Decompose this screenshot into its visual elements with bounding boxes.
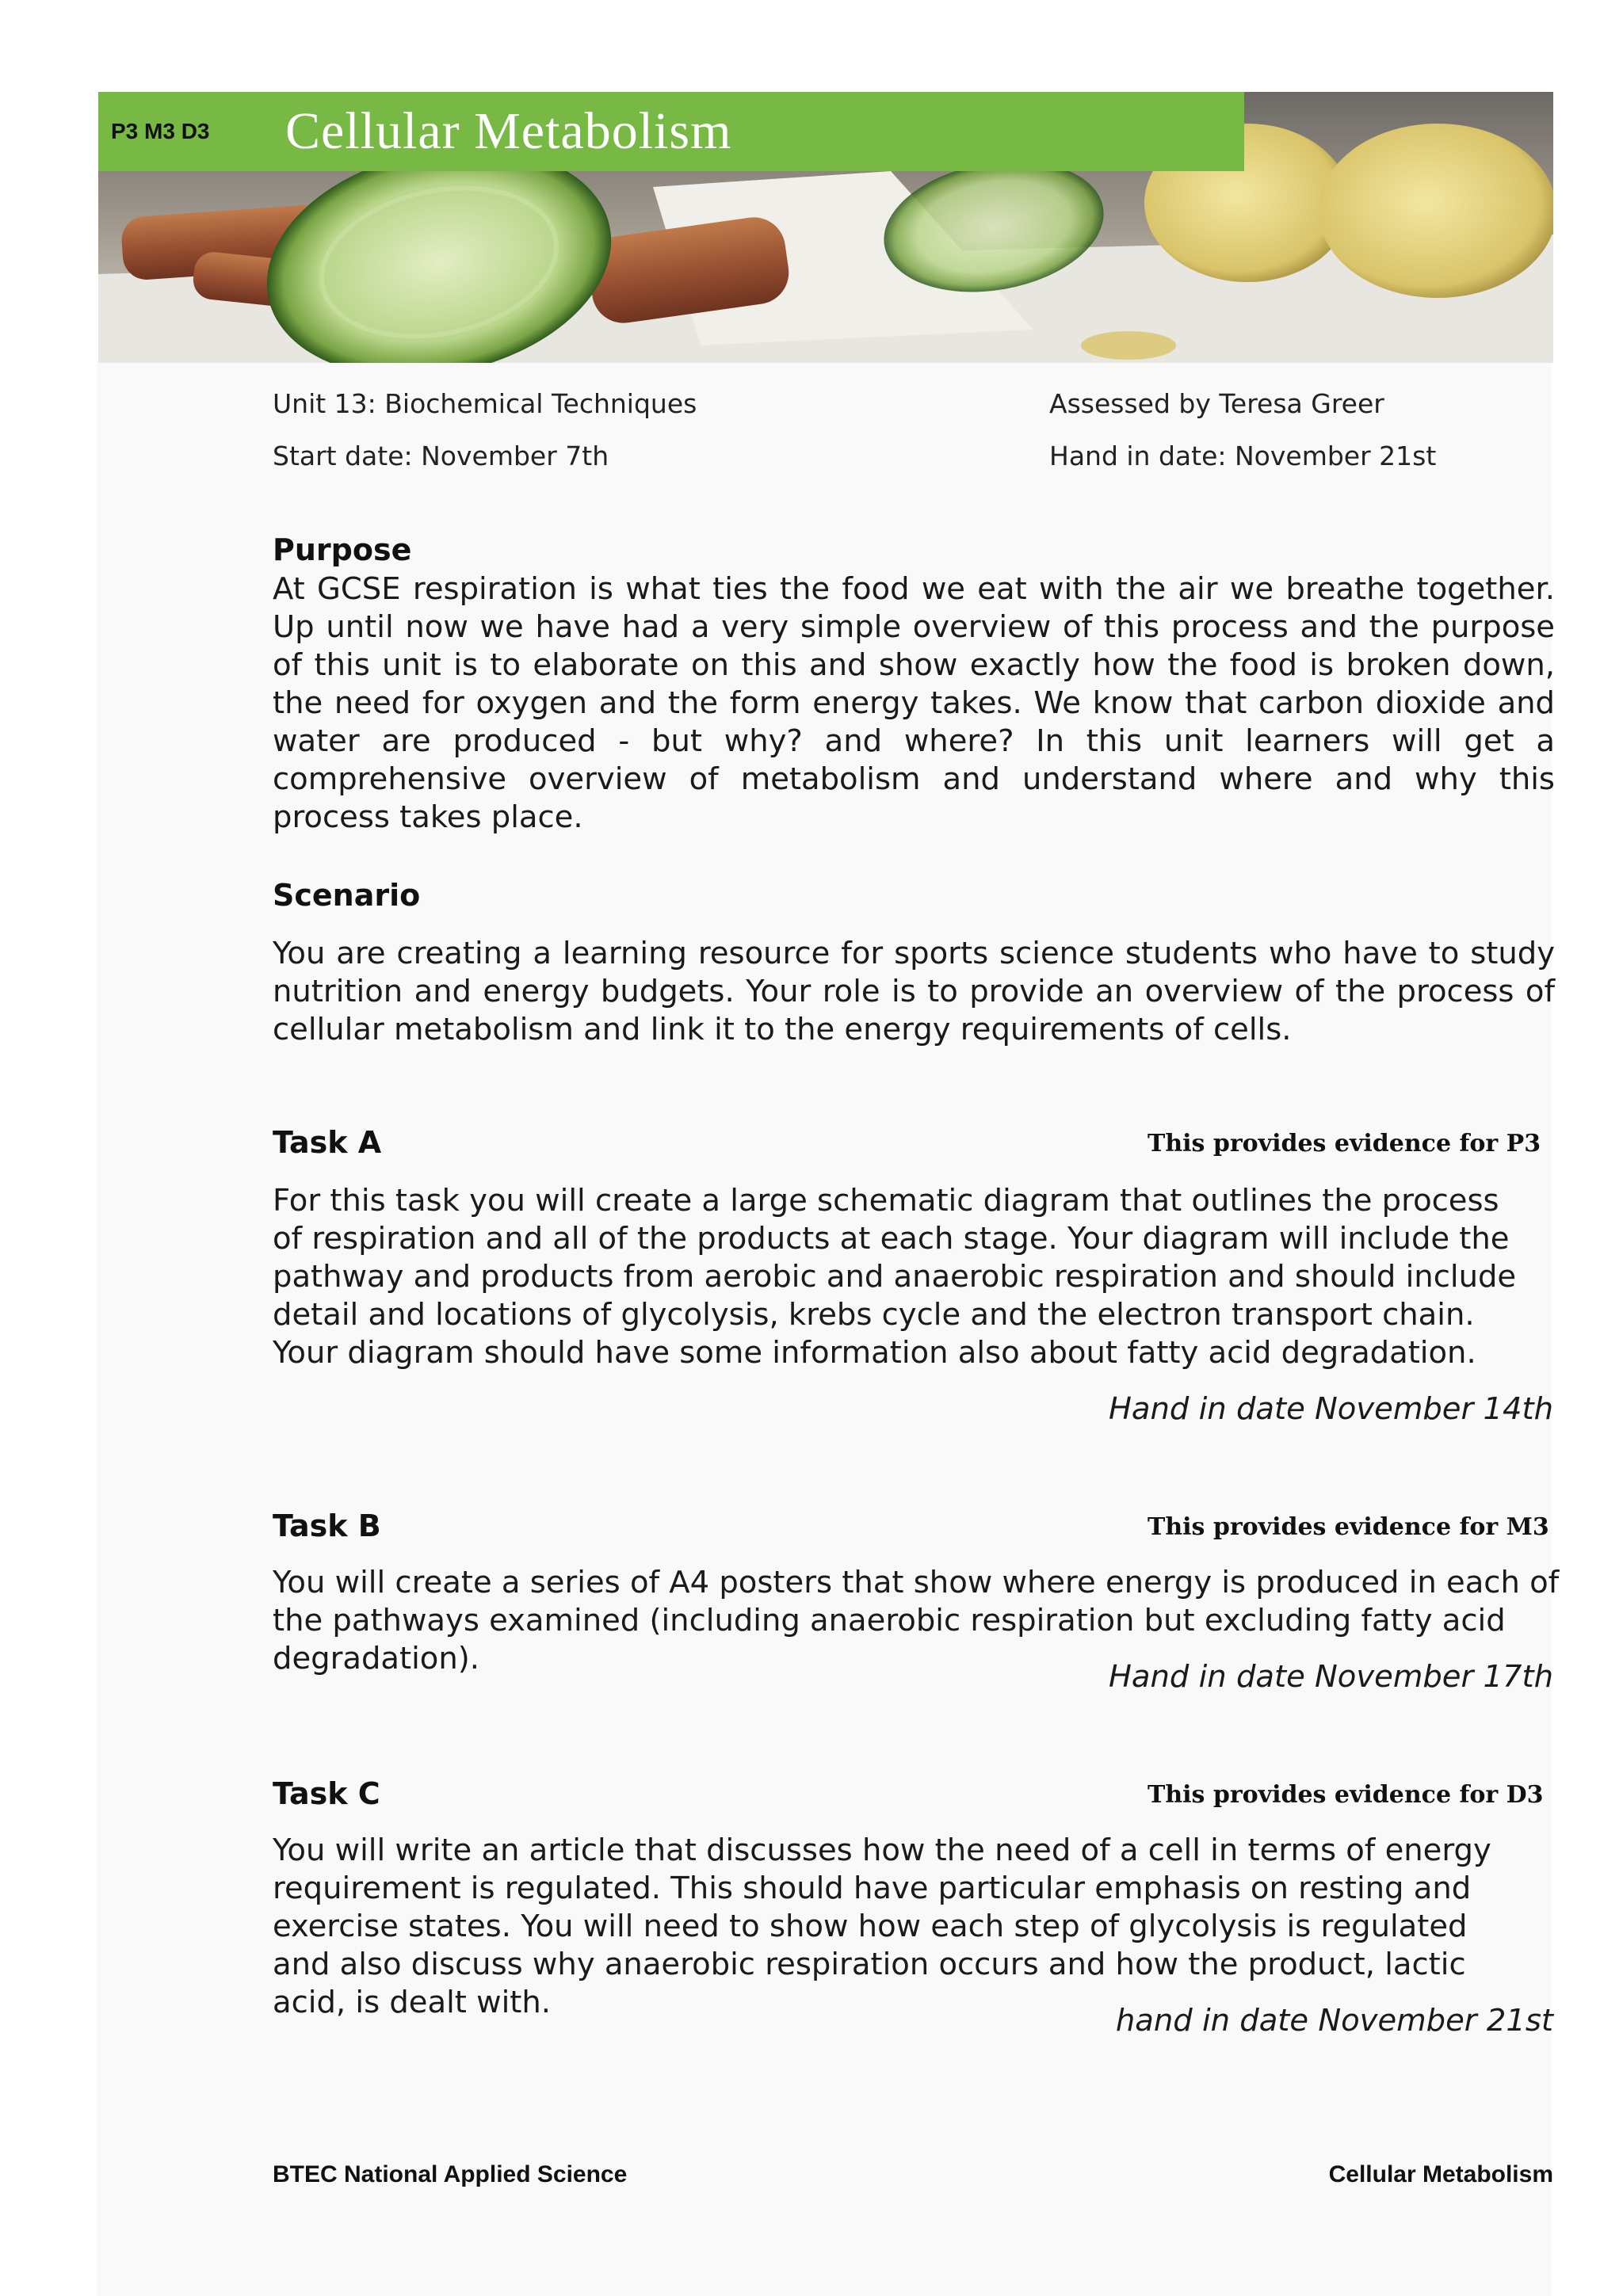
unit-label: Unit 13: Biochemical Techniques bbox=[273, 388, 697, 419]
task-b-evidence: This provides evidence for M3 bbox=[1148, 1513, 1549, 1541]
task-a-text: For this task you will create a large schematic diagram that outlines the process of respiration and all of the products at each stage. Your diagram will include the pathway and products from aerobic and anaerobic respiration and should include detail and locations of glycolysis, krebs cycle and the electron transport chain. Your diagram should have some information also about fatty acid degradation. bbox=[273, 1183, 1517, 1371]
header-banner bbox=[98, 92, 1553, 363]
title-bar bbox=[98, 92, 1244, 171]
criteria-code: P3 M3 D3 bbox=[111, 119, 210, 143]
task-c-text: You will write an article that discusses how the need of a cell in terms of energy requirement is regulated. This should have particular emphasis on resting and exercise states. You will need to show how each step of glycolysis is regulated and also discuss why anaerobic respiration occurs and how the product, lactic acid, is dealt with. bbox=[273, 1833, 1491, 2020]
footer-course: BTEC National Applied Science bbox=[273, 2161, 628, 2187]
purpose-heading: Purpose bbox=[273, 532, 412, 567]
task-a-evidence: This provides evidence for P3 bbox=[1148, 1130, 1541, 1158]
task-a-heading: Task A bbox=[273, 1125, 382, 1160]
task-c-heading: Task C bbox=[273, 1776, 380, 1811]
scenario-text: You are creating a learning resource for sports science students who have to study nutrition and energy budgets. Your role is to provide an overview of the process of cellular metabolism and link it to the energy requirements of cells. bbox=[273, 936, 1555, 1047]
page-title: Cellular Metabolism bbox=[285, 102, 732, 160]
task-c-hand-in: hand in date November 21st bbox=[1115, 2003, 1553, 2039]
start-date: Start date: November 7th bbox=[273, 441, 609, 471]
task-b-heading: Task B bbox=[273, 1508, 381, 1543]
hand-in-date: Hand in date: November 21st bbox=[1049, 441, 1437, 471]
purpose-text: At GCSE respiration is what ties the food we eat with the air we breathe together. Up until now we have had a very simple overview of this process and the purpose of this unit is to elaborate on this and show exactly how the food is broken down, the need for oxygen and the form energy takes. We know that carbon dioxide and water are produced - but why? and where? In this unit learners will get a comprehensive overview of metabolism and understand where and why this process takes place. bbox=[273, 571, 1555, 835]
task-b-hand-in: Hand in date November 17th bbox=[1108, 1659, 1553, 1695]
task-b-text: You will create a series of A4 posters that show where energy is produced in each of the pathways examined (including anaerobic respiration but excluding fatty acid degradation). bbox=[273, 1565, 1560, 1676]
task-a-hand-in: Hand in date November 14th bbox=[1108, 1391, 1553, 1427]
task-c-evidence: This provides evidence for D3 bbox=[1148, 1781, 1544, 1809]
scenario-heading: Scenario bbox=[273, 878, 421, 913]
assessor-label: Assessed by Teresa Greer bbox=[1049, 388, 1384, 419]
footer-title: Cellular Metabolism bbox=[1328, 2161, 1553, 2187]
